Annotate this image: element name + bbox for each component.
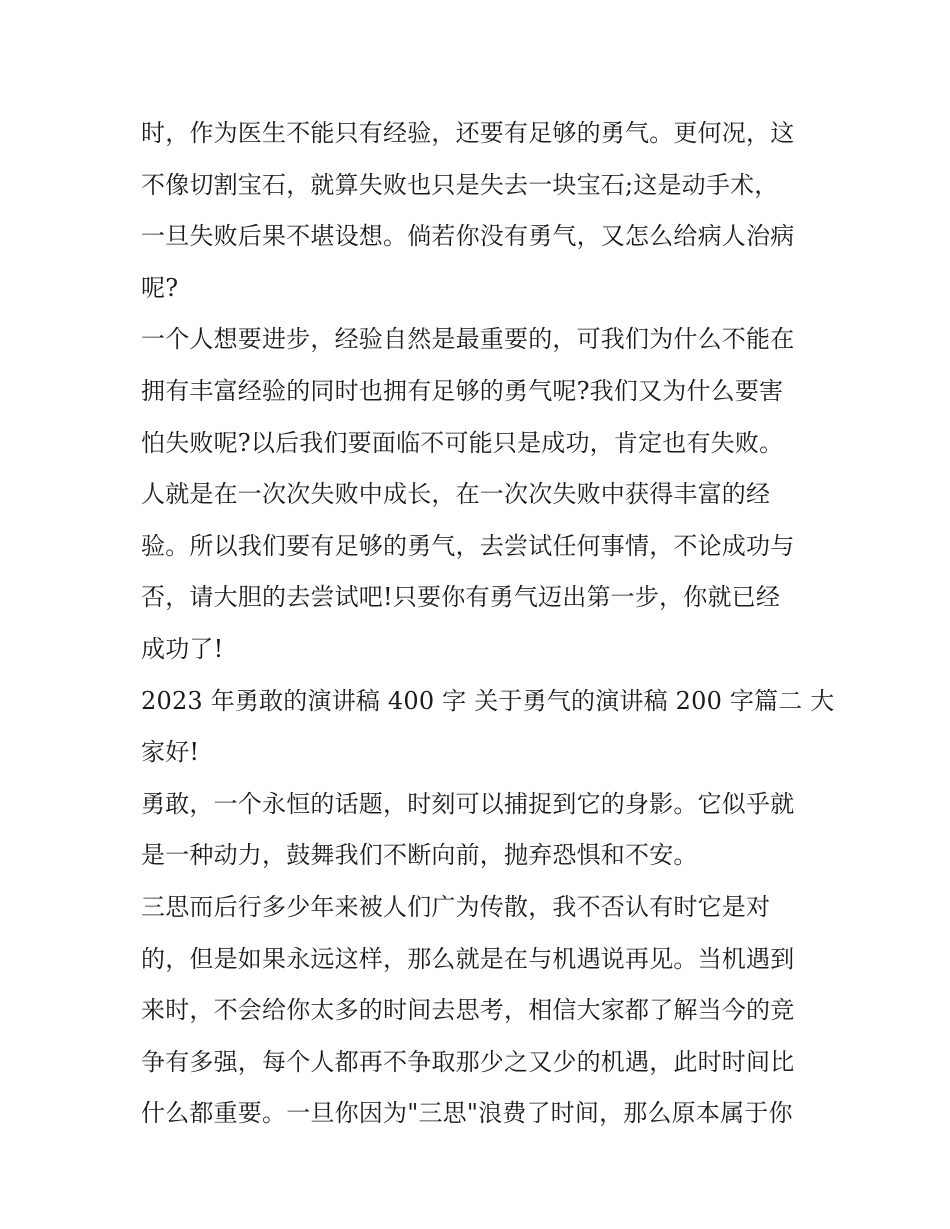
text-line: 是一种动力，鼓舞我们不断向前，抛弃恐惧和不安。 — [141, 841, 698, 870]
text-line: 呢? — [141, 273, 179, 302]
text-line: 什么都重要。一旦你因为"三思"浪费了时间，那么原本属于你 — [141, 1099, 793, 1128]
text-line: 成功了! — [141, 634, 224, 663]
text-line: 时，作为医生不能只有经验，还要有足够的勇气。更何况，这 — [141, 119, 795, 147]
text-line: 否，请大胆的去尝试吧!只要你有勇气迈出第一步，你就已经 — [141, 583, 781, 612]
text-line: 家好! — [141, 738, 200, 767]
text-line: 来时，不会给你太多的时间去思考，相信大家都了解当今的竞 — [141, 996, 795, 1025]
document-body — [141, 108, 835, 1140]
text-line: 争有多强，每个人都再不争取那少之又少的机遇，此时时间比 — [141, 1047, 795, 1076]
text-line: 拥有丰富经验的同时也拥有足够的勇气呢?我们又为什么要害 — [141, 376, 784, 405]
text-line: 怕失败呢?以后我们要面临不可能只是成功，肯定也有失败。 — [141, 428, 784, 457]
text-line: 三思而后行多少年来被人们广为传散，我不否认有时它是对 — [141, 892, 771, 921]
text-line: 人就是在一次次失败中成长，在一次次失败中获得丰富的经 — [141, 480, 771, 509]
text-line: 不像切割宝石，就算失败也只是失去一块宝石;这是动手术， — [141, 170, 779, 199]
text-line: 验。所以我们要有足够的勇气，去尝试任何事情，不论成功与 — [141, 531, 795, 560]
text-line: 的，但是如果永远这样，那么就是在与机遇说再见。当机遇到 — [141, 944, 795, 973]
text-line: 一旦失败后果不堪设想。倘若你没有勇气，又怎么给病人治病 — [141, 222, 795, 251]
section-heading-line: 2023 年勇敢的演讲稿 400 字 关于勇气的演讲稿 200 字篇二 大 — [141, 686, 835, 715]
text-line: 勇敢，一个永恒的话题，时刻可以捕捉到它的身影。它似乎就 — [141, 789, 795, 818]
text-line: 一个人想要进步，经验自然是最重要的，可我们为什么不能在 — [141, 325, 795, 354]
